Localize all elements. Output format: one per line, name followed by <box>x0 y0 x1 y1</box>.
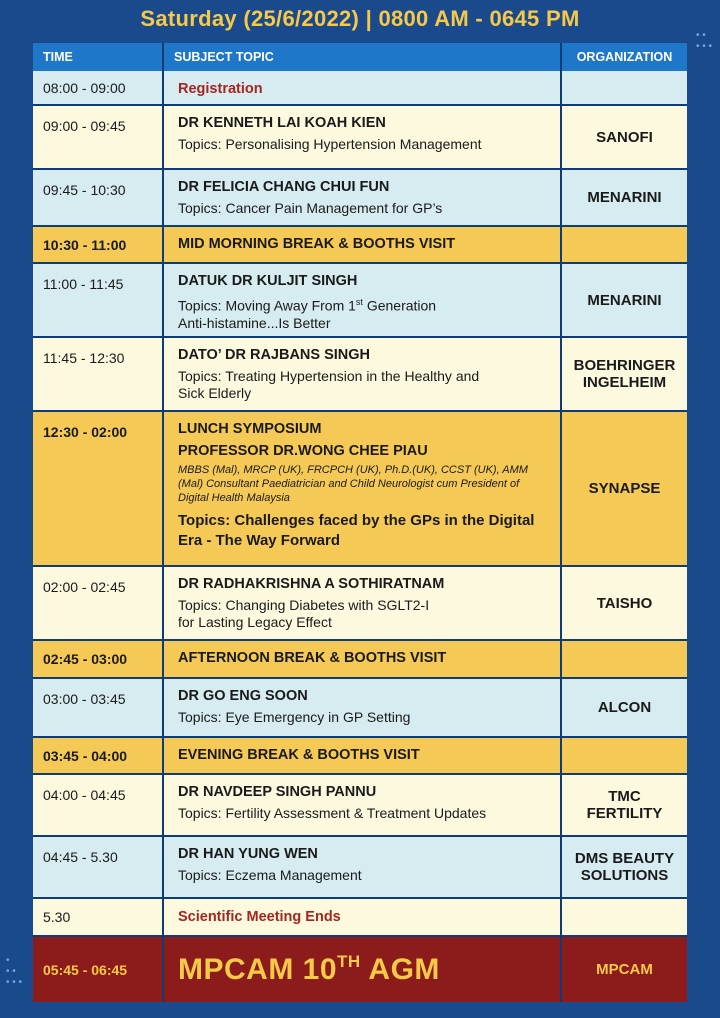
agm-title: MPCAM 10TH AGM <box>178 952 440 986</box>
break-label: MID MORNING BREAK & BOOTHS VISIT <box>178 236 456 252</box>
row-org: MENARINI <box>561 263 687 337</box>
table-row <box>33 774 687 836</box>
row-org: MENARINI <box>561 169 687 226</box>
col-header-time: TIME <box>33 43 163 71</box>
table-row-agm <box>33 936 687 1002</box>
row-org: TAISHO <box>561 566 687 640</box>
row-org <box>561 737 687 774</box>
row-org: SYNAPSE <box>561 411 687 566</box>
page-title: Saturday (25/6/2022) | 0800 AM - 0645 PM <box>140 6 580 31</box>
row-time: 12:30 - 02:00 <box>33 411 163 566</box>
row-subject <box>163 737 561 774</box>
speaker-name: DR NAVDEEP SINGH PANNU <box>178 784 377 800</box>
table-row <box>33 169 687 226</box>
table-row <box>33 566 687 640</box>
row-org <box>561 71 687 105</box>
talk-topic: Topics: Moving Away From 1st Generation Anti-histamine...Is Better <box>178 297 437 331</box>
row-org: SANOFI <box>561 105 687 169</box>
row-subject <box>163 936 561 1002</box>
row-time: 09:00 - 09:45 <box>33 105 163 169</box>
decorative-dots-top: • • • • • <box>695 30 712 52</box>
talk-topic: Topics: Cancer Pain Management for GP’s <box>178 200 443 216</box>
row-time: 11:45 - 12:30 <box>33 337 163 411</box>
registration-label: Registration <box>178 81 263 97</box>
break-label: AFTERNOON BREAK & BOOTHS VISIT <box>178 650 447 666</box>
row-subject <box>163 411 561 566</box>
row-subject <box>163 263 561 337</box>
row-subject <box>163 836 561 898</box>
table-row <box>33 737 687 774</box>
row-time: 05:45 - 06:45 <box>33 936 163 1002</box>
session-label: LUNCH SYMPOSIUM <box>178 421 322 437</box>
row-time: 02:45 - 03:00 <box>33 640 163 678</box>
row-time: 03:45 - 04:00 <box>33 737 163 774</box>
row-subject <box>163 640 561 678</box>
row-org: TMC FERTILITY <box>561 774 687 836</box>
row-subject <box>163 71 561 105</box>
row-time: 10:30 - 11:00 <box>33 226 163 263</box>
row-subject <box>163 226 561 263</box>
row-time: 03:00 - 03:45 <box>33 678 163 737</box>
table-row <box>33 411 687 566</box>
row-org: BOEHRINGER INGELHEIM <box>561 337 687 411</box>
col-header-subject: SUBJECT TOPIC <box>163 43 561 71</box>
row-org: DMS BEAUTY SOLUTIONS <box>561 836 687 898</box>
break-label: EVENING BREAK & BOOTHS VISIT <box>178 747 420 763</box>
table-row <box>33 263 687 337</box>
meeting-ends-label: Scientific Meeting Ends <box>178 909 341 925</box>
row-time: 5.30 <box>33 898 163 936</box>
talk-topic: Topics: Treating Hypertension in the Healthy and Sick Elderly <box>178 368 480 401</box>
speaker-credentials: MBBS (Mal), MRCP (UK), FRCPCH (UK), Ph.D.(UK), CCST (UK), AMM (Mal) Consultant Paediatrician and Child Neurologist cum President of Digital Health Malaysia <box>178 464 528 504</box>
row-org: MPCAM <box>561 936 687 1002</box>
row-time: 04:00 - 04:45 <box>33 774 163 836</box>
table-row <box>33 71 687 105</box>
table-row <box>33 105 687 169</box>
row-time: 11:00 - 11:45 <box>33 263 163 337</box>
row-subject <box>163 566 561 640</box>
decorative-dots-bottom: • • • • • • <box>6 955 23 988</box>
speaker-name: DR FELICIA CHANG CHUI FUN <box>178 179 390 195</box>
speaker-name: DATO’ DR RAJBANS SINGH <box>178 347 371 363</box>
row-time: 04:45 - 5.30 <box>33 836 163 898</box>
table-row <box>33 226 687 263</box>
speaker-name: DATUK DR KULJIT SINGH <box>178 273 358 289</box>
row-subject <box>163 898 561 936</box>
row-subject <box>163 169 561 226</box>
table-header <box>33 43 687 71</box>
table-row <box>33 836 687 898</box>
table-row <box>33 337 687 411</box>
row-org <box>561 226 687 263</box>
speaker-name: DR RADHAKRISHNA A SOTHIRATNAM <box>178 576 445 592</box>
table-row <box>33 898 687 936</box>
speaker-name: PROFESSOR DR.WONG CHEE PIAU <box>178 443 428 459</box>
talk-topic: Topics: Fertility Assessment & Treatment Updates <box>178 805 487 821</box>
speaker-name: DR KENNETH LAI KOAH KIEN <box>178 115 386 131</box>
row-time: 02:00 - 02:45 <box>33 566 163 640</box>
talk-topic: Topics: Eye Emergency in GP Setting <box>178 709 411 725</box>
row-org <box>561 640 687 678</box>
row-subject <box>163 774 561 836</box>
table-row <box>33 640 687 678</box>
talk-topic: Topics: Changing Diabetes with SGLT2-I for Lasting Legacy Effect <box>178 597 430 630</box>
row-time: 08:00 - 09:00 <box>33 71 163 105</box>
row-subject <box>163 678 561 737</box>
col-header-org: ORGANIZATION <box>561 43 687 71</box>
table-row <box>33 678 687 737</box>
row-subject <box>163 337 561 411</box>
speaker-name: DR GO ENG SOON <box>178 688 308 704</box>
row-org <box>561 898 687 936</box>
talk-topic: Topics: Personalising Hypertension Management <box>178 136 482 152</box>
row-org: ALCON <box>561 678 687 737</box>
talk-topic: Topics: Challenges faced by the GPs in the Digital Era - The Way Forward <box>178 512 535 549</box>
row-subject <box>163 105 561 169</box>
schedule-table <box>33 43 687 1002</box>
row-time: 09:45 - 10:30 <box>33 169 163 226</box>
talk-topic: Topics: Eczema Management <box>178 867 362 883</box>
speaker-name: DR HAN YUNG WEN <box>178 846 318 862</box>
